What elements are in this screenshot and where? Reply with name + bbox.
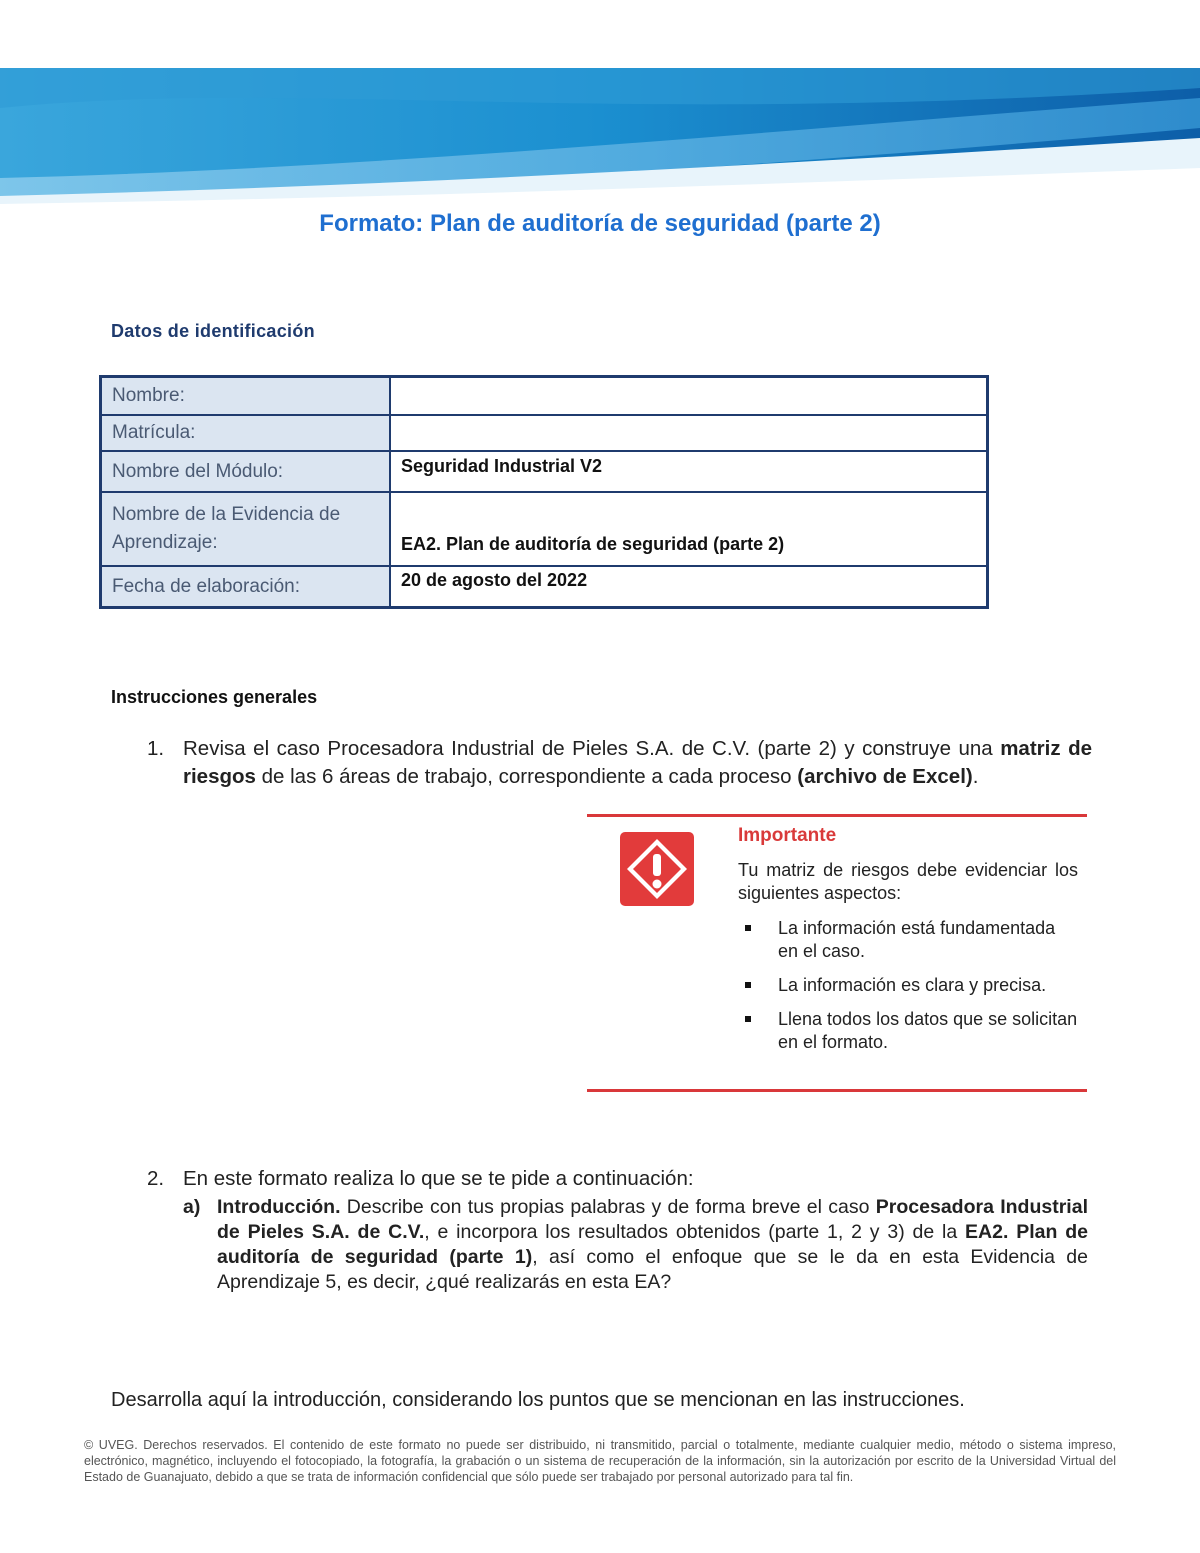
evidence-label-line2: Aprendizaje: — [112, 532, 218, 553]
item-text: En este formato realiza lo que se te pide a continuación: — [183, 1167, 694, 1190]
sub-text: Introducción. Describe con tus propias palabras y de forma breve el caso Procesadora Industrial de Pieles S.A. de C.V., e incorpora los resultados obtenidos (parte 1, 2 y 3) de la EA2. Plan de auditoría de seguridad (parte 1), así como el enfoque que se le da en esta Evidencia de Aprendizaje 5, es decir, ¿qué realizarás en esta EA? — [217, 1196, 1088, 1293]
date-label: Fecha de elaboración: — [101, 566, 391, 608]
matricula-label: Matrícula: — [101, 415, 391, 451]
important-list — [738, 917, 1078, 1065]
important-intro: Tu matriz de riesgos debe evidenciar los siguientes aspectos: — [738, 860, 1078, 903]
important-title: Importante — [738, 825, 837, 846]
table-row — [101, 492, 988, 566]
item-text: Revisa el caso Procesadora Industrial de Pieles S.A. de C.V. (parte 2) y construye una matriz de riesgos de las 6 áreas de trabajo, correspondiente a cada proceso (archivo de Excel). — [183, 737, 1092, 788]
bullet-icon — [745, 982, 751, 988]
item-number: 1. — [147, 737, 165, 760]
item-number: 2. — [147, 1167, 165, 1190]
instruction-item-1 — [147, 735, 1092, 791]
name-label: Nombre: — [101, 377, 391, 416]
develop-text: Desarrolla aquí la introducción, considerando los puntos que se mencionan en las instrucciones. — [111, 1389, 965, 1411]
header-banner — [0, 68, 1200, 216]
list-item: La información es clara y precisa. — [738, 974, 1078, 997]
instruction-sub-a — [183, 1195, 1088, 1295]
identification-heading: Datos de identificación — [111, 321, 315, 341]
sub-letter: a) — [183, 1196, 201, 1218]
module-label: Nombre del Módulo: — [101, 451, 391, 492]
page-title: Formato: Plan de auditoría de seguridad (parte 2) — [319, 210, 881, 237]
evidence-label-line1: Nombre de la Evidencia de — [112, 504, 341, 525]
identification-table — [99, 375, 989, 609]
evidence-field[interactable]: EA2. Plan de auditoría de seguridad (parte 2) — [390, 492, 988, 566]
bullet-icon — [745, 925, 751, 931]
important-box — [587, 814, 1087, 1092]
bullet-icon — [745, 1016, 751, 1022]
warning-diamond-icon — [620, 832, 694, 906]
table-row — [101, 451, 988, 492]
list-item: La información está fundamentada en el caso. — [738, 917, 1078, 963]
instructions-heading: Instrucciones generales — [111, 687, 318, 707]
list-item: Llena todos los datos que se solicitan en el formato. — [738, 1008, 1078, 1054]
matricula-field[interactable] — [390, 415, 988, 451]
module-field[interactable]: Seguridad Industrial V2 — [390, 451, 988, 492]
table-row — [101, 377, 988, 416]
instruction-item-2 — [147, 1165, 1092, 1193]
name-field[interactable] — [390, 377, 988, 416]
table-row — [101, 566, 988, 608]
date-field[interactable]: 20 de agosto del 2022 — [390, 566, 988, 608]
evidence-label — [101, 492, 391, 566]
copyright-footer: © UVEG. Derechos reservados. El contenido de este formato no puede ser distribuido, ni transmitido, parcial o totalmente, mediante cualquier medio, método o sistema impreso, electrónico, magnético, incluyendo el fotocopiado, la fotografía, la grabación o un sistema de recuperación de la información, sin la autorización por escrito de la Universidad Virtual del Estado de Guanajuato, debido a que se trata de información confidencial que sólo puede ser trabajado por personal autorizado para tal fin. — [84, 1438, 1116, 1484]
table-row — [101, 415, 988, 451]
